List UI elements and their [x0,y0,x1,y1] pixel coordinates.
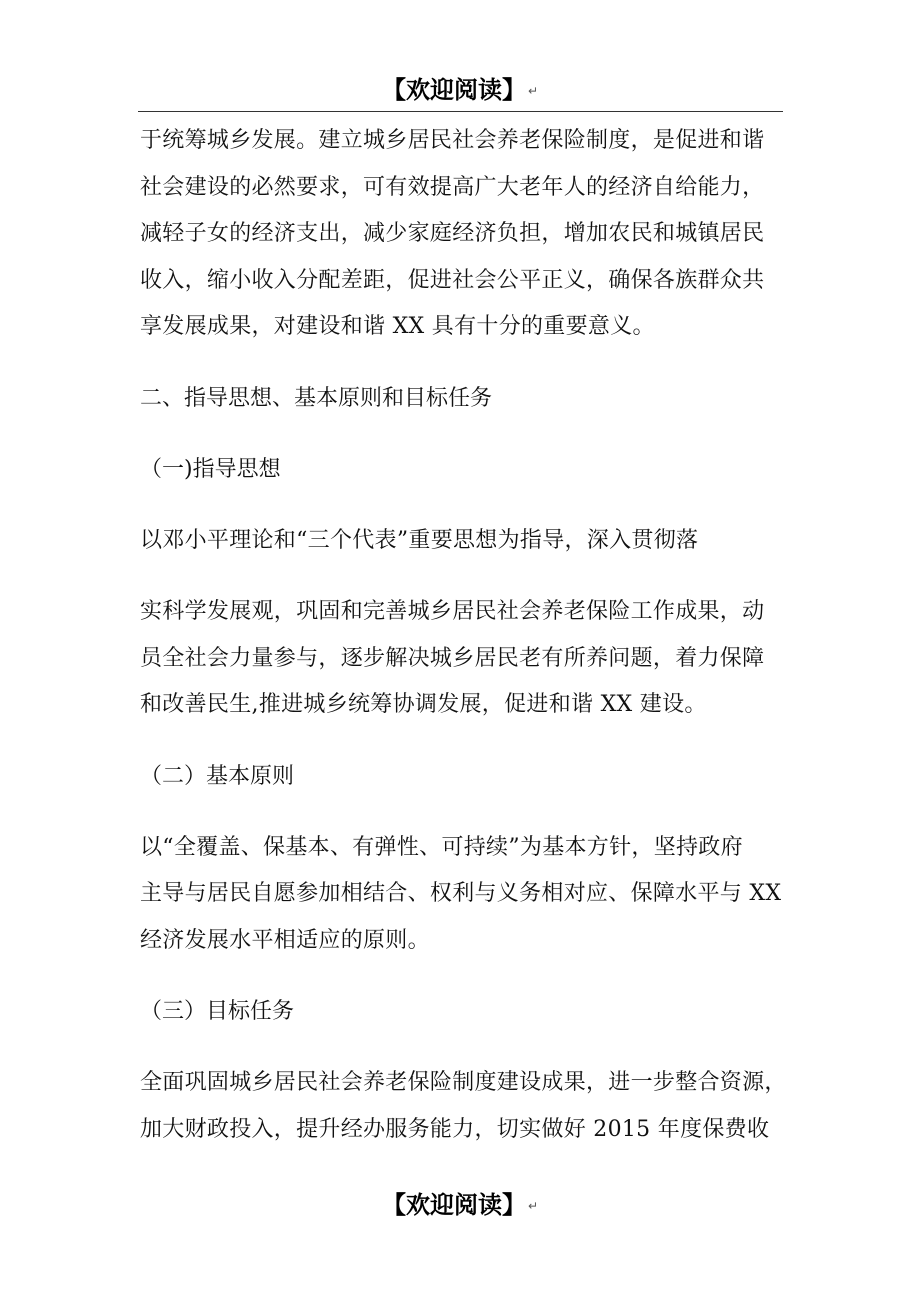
text-line: 社会建设的必然要求，可有效提高广大老年人的经济自给能力， [140,174,765,200]
text-line: 加大财政投入，提升经办服务能力，切实做好 2015 年度保费收 [140,1116,770,1142]
paragraph-principles [140,825,785,965]
text-line: 全面巩固城乡居民社会养老保险制度建设成果，进一步整合资源， [140,1070,787,1095]
text-line: 享发展成果，对建设和谐 XX 具有十分的重要意义。 [140,314,655,339]
paragraph-mark-icon: ↵ [527,84,539,98]
paragraph-mark-icon: ↵ [527,1199,539,1213]
text-line: 以“全覆盖、保基本、有弹性、可持续”为基本方针，坚持政府 [140,834,743,860]
header-title: 【欢迎阅读】 [381,76,526,104]
subsection-heading-principles: （二）基本原则 [140,763,295,789]
paragraph-guiding [140,589,785,729]
subsection-heading-guiding: （一)指导思想 [140,456,281,482]
document-body [140,118,785,1153]
text-line: 减轻子女的经济支出，减少家庭经济负担，增加农民和城镇居民 [140,221,765,246]
text-line: 实科学发展观，巩固和完善城乡居民社会养老保险工作成果，动 [140,599,765,624]
section-heading: 二、指导思想、基本原则和目标任务 [140,385,493,411]
text-line: 和改善民生,推进城乡统筹协调发展，促进和谐 XX 建设。 [140,692,707,717]
page-header [0,75,920,106]
subsection-heading-tasks: （三）目标任务 [140,999,295,1024]
text-line: 收入，缩小收入分配差距，促进社会公平正义，确保各族群众共 [140,267,765,293]
text-line: 主导与居民自愿参加相结合、权利与义务相对应、保障水平与 XX [140,881,782,906]
paragraph-tasks [140,1060,785,1153]
text-line: 经济发展水平相适应的原则。 [140,927,430,953]
text-line: 员全社会力量参与，逐步解决城乡居民老有所养问题，着力保障 [140,645,765,671]
paragraph-intro [140,118,785,351]
footer-title: 【欢迎阅读】 [381,1191,526,1219]
page-footer [0,1190,920,1221]
text-line: 于统筹城乡发展。建立城乡居民社会养老保险制度，是促进和谐 [140,128,765,153]
header-divider [138,111,783,112]
paragraph-guiding-first: 以邓小平理论和“三个代表”重要思想为指导，深入贯彻落 [140,527,699,553]
